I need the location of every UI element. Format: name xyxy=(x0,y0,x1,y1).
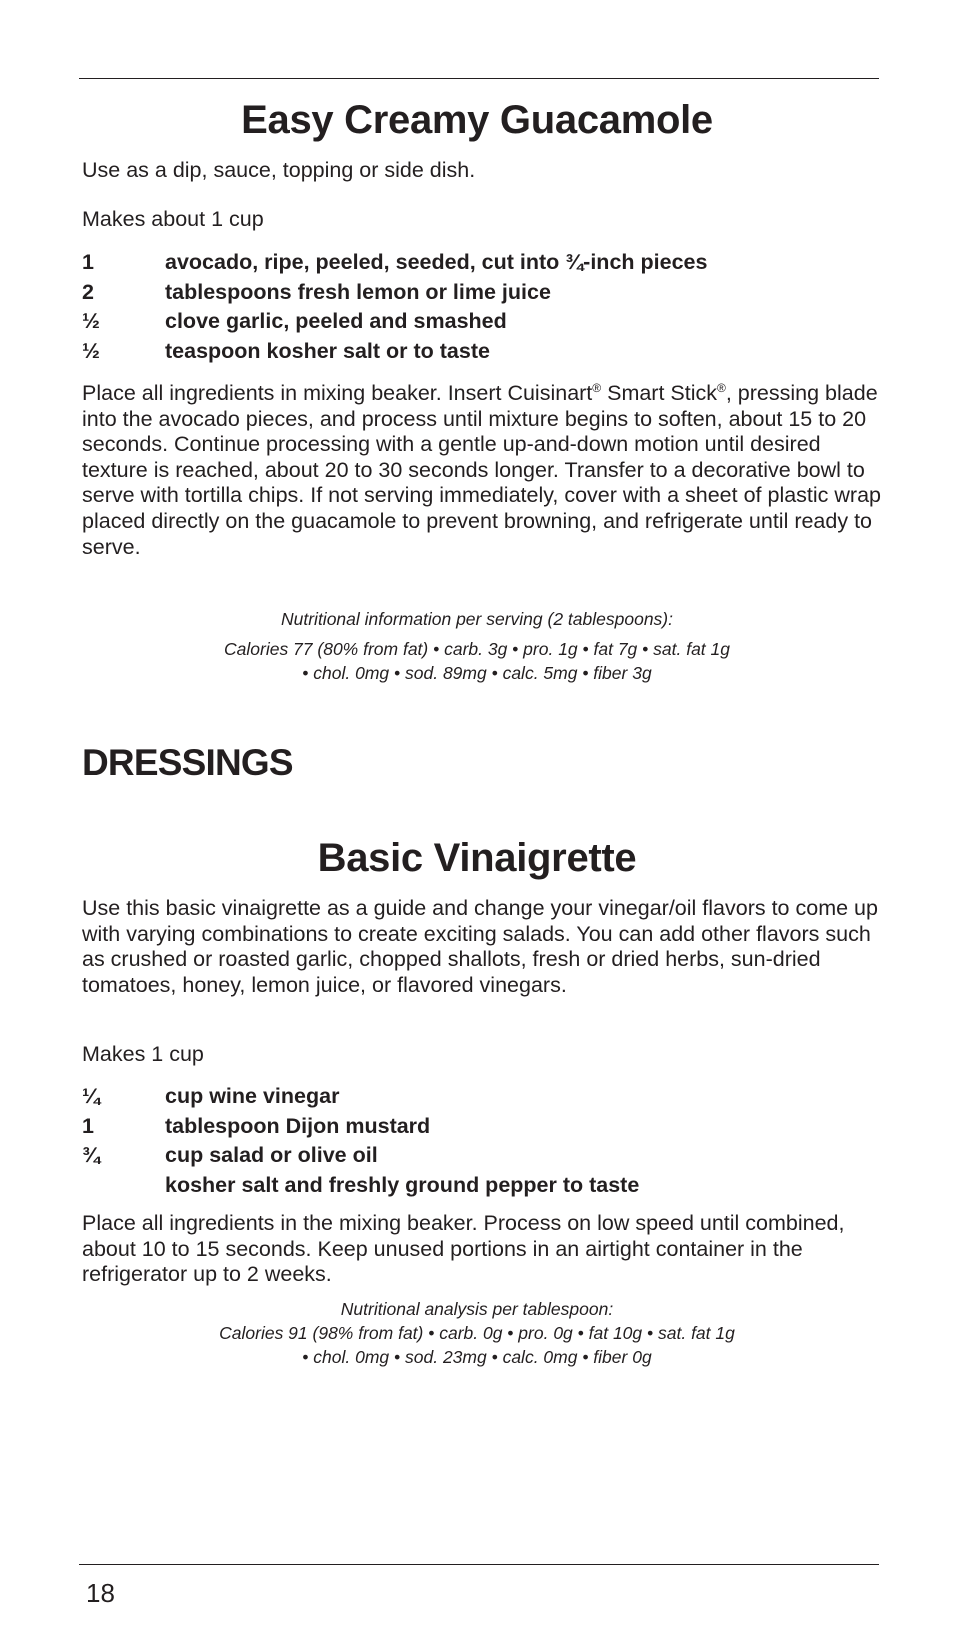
ingredient-quantity xyxy=(82,1171,165,1201)
vinaigrette-ingredient-list xyxy=(82,1082,882,1200)
method-text: Place all ingredients in mixing beaker. Insert Cuisinart xyxy=(82,381,593,405)
ingredient-row xyxy=(82,1141,882,1171)
ingredient-row xyxy=(82,278,882,308)
method-text: , pressing blade into the avocado pieces, and process until mixture begins to soften, about 15 to 20 seconds. Continue processing with a gentle up-and-down motion until desired texture is reached, about 20 to 30 seconds longer. Transfer to a decorative bowl to serve with tortilla chips. If not serving immediately, cover with a sheet of plastic wrap placed directly on the guacamole to prevent browning, and refrigerate until ready to serve. xyxy=(82,381,882,559)
vinaigrette-nutrition-line: Calories 91 (98% from fat) • carb. 0g • pro. 0g • fat 10g • sat. fat 1g xyxy=(219,1323,735,1343)
registered-mark: ® xyxy=(592,381,602,395)
section-heading: DRESSINGS xyxy=(82,742,293,783)
guacamole-nutrition-line: Calories 77 (80% from fat) • carb. 3g • pro. 1g • fat 7g • sat. fat 1g xyxy=(224,639,730,659)
ingredient-quantity: 1 xyxy=(82,250,94,274)
ingredient-quantity: ¾ xyxy=(82,1143,100,1167)
recipe-title-vinaigrette: Basic Vinaigrette xyxy=(317,836,637,880)
guacamole-intro: Use as a dip, sauce, topping or side dish. xyxy=(82,158,476,182)
ingredient-description: tablespoon Dijon mustard xyxy=(165,1113,431,1138)
ingredient-quantity: 1 xyxy=(82,1113,94,1138)
ingredient-row xyxy=(82,1082,882,1112)
ingredient-description: cup wine vinegar xyxy=(165,1084,340,1108)
registered-mark: ® xyxy=(717,381,726,395)
ingredient-row xyxy=(82,337,882,367)
ingredient-quantity: ½ xyxy=(82,338,100,363)
guacamole-nutrition-heading: Nutritional information per serving (2 tablespoons): xyxy=(281,609,673,629)
ingredient-description: clove garlic, peeled and smashed xyxy=(165,309,507,333)
ingredient-row xyxy=(82,1171,882,1201)
vinaigrette-method: Place all ingredients in the mixing beaker. Process on low speed until combined, about 10 to 15 seconds. Keep unused portions in an airtight container in the refrigerator up to 2 weeks. xyxy=(82,1211,845,1287)
top-rule xyxy=(79,78,879,79)
recipe-title-guacamole: Easy Creamy Guacamole xyxy=(241,98,713,142)
ingredient-quantity: ¼ xyxy=(82,1084,100,1108)
guacamole-nutrition-line: • chol. 0mg • sod. 89mg • calc. 5mg • fiber 3g xyxy=(302,663,652,683)
guacamole-method xyxy=(82,381,882,560)
guacamole-yield: Makes about 1 cup xyxy=(82,207,264,231)
ingredient-description: tablespoons fresh lemon or lime juice xyxy=(165,279,551,304)
vinaigrette-intro: Use this basic vinaigrette as a guide and change your vinegar/oil flavors to come up with varying combinations to create exciting salads. You can add other flavors such as crushed or roasted garlic, chopped shallots, fresh or dried herbs, sun-dried tomatoes, honey, lemon juice, or flavored vinegars. xyxy=(82,896,878,997)
vinaigrette-nutrition-heading: Nutritional analysis per tablespoon: xyxy=(340,1299,614,1319)
ingredient-quantity: 2 xyxy=(82,279,94,304)
method-text: Smart Stick xyxy=(601,381,718,405)
ingredient-row xyxy=(82,1112,882,1142)
ingredient-description: avocado, ripe, peeled, seeded, cut into ¾-inch pieces xyxy=(165,250,708,274)
guacamole-ingredient-list xyxy=(82,248,882,366)
page-number: 18 xyxy=(86,1578,115,1608)
ingredient-row xyxy=(82,248,882,278)
vinaigrette-nutrition-line: • chol. 0mg • sod. 23mg • calc. 0mg • fiber 0g xyxy=(302,1347,652,1367)
ingredient-description: kosher salt and freshly ground pepper to taste xyxy=(165,1172,640,1197)
ingredient-quantity: ½ xyxy=(82,309,100,333)
ingredient-row xyxy=(82,307,882,337)
ingredient-description: teaspoon kosher salt or to taste xyxy=(165,338,490,363)
ingredient-description: cup salad or olive oil xyxy=(165,1143,378,1167)
vinaigrette-yield: Makes 1 cup xyxy=(82,1042,204,1066)
bottom-rule xyxy=(79,1564,879,1565)
